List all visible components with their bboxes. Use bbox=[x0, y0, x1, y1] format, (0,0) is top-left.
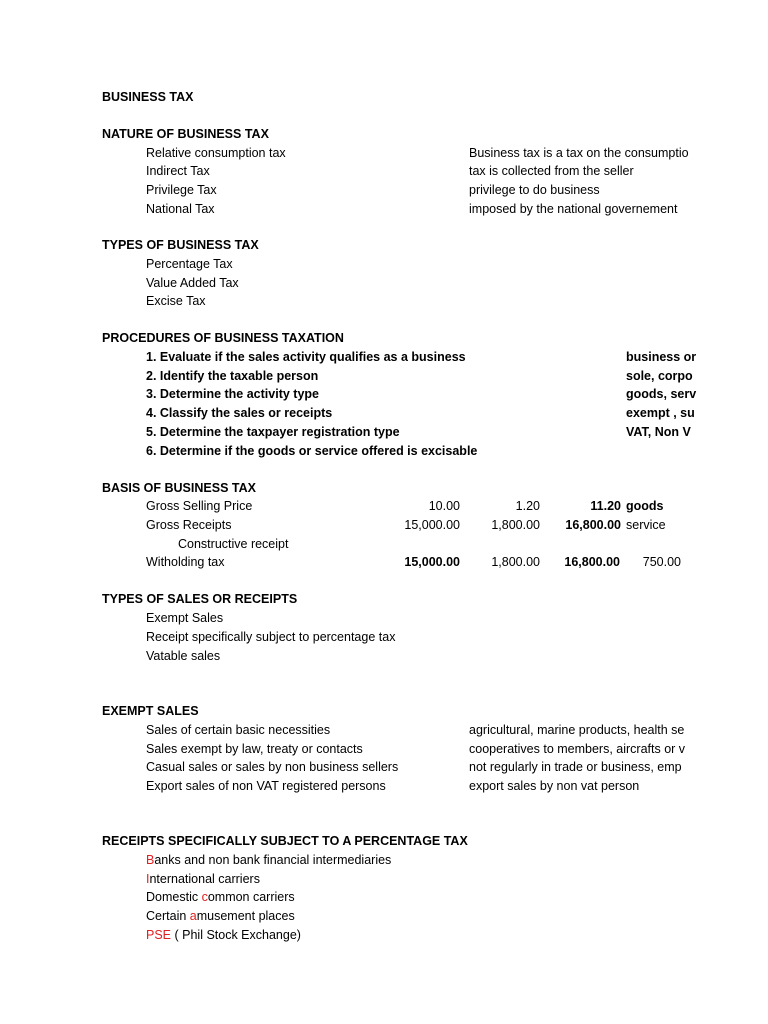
section-heading-exempt: EXEMPT SALES bbox=[102, 704, 199, 718]
procedure-step: 5. Determine the taxpayer registration type bbox=[146, 425, 400, 439]
receipt-item bbox=[146, 928, 301, 943]
section-heading-nature: NATURE OF BUSINESS TAX bbox=[102, 127, 269, 141]
procedure-note: business or bbox=[626, 350, 697, 364]
basis-amount: 15,000.00 bbox=[404, 518, 460, 532]
exempt-term: Sales of certain basic necessities bbox=[146, 723, 331, 737]
exempt-desc: agricultural, marine products, health se bbox=[469, 723, 685, 737]
basis-label: Constructive receipt bbox=[178, 537, 289, 551]
basis-total: 16,800.00 bbox=[565, 518, 621, 532]
nature-desc: privilege to do business bbox=[469, 183, 600, 197]
basis-tax: 1,800.00 bbox=[491, 555, 540, 569]
receipt-text: ommon carriers bbox=[207, 890, 295, 904]
basis-note: service bbox=[626, 518, 666, 532]
sales-type-item: Exempt Sales bbox=[146, 611, 224, 625]
nature-term: Relative consumption tax bbox=[146, 146, 286, 160]
procedure-note: exempt , su bbox=[626, 406, 695, 420]
procedure-note: sole, corpo bbox=[626, 369, 693, 383]
receipt-item bbox=[146, 890, 295, 905]
basis-tax: 1.20 bbox=[515, 499, 540, 513]
receipt-highlight: I bbox=[146, 872, 150, 886]
basis-note: 750.00 bbox=[642, 555, 681, 569]
type-item: Value Added Tax bbox=[146, 276, 239, 290]
section-heading-basis: BASIS OF BUSINESS TAX bbox=[102, 481, 256, 495]
nature-desc: tax is collected from the seller bbox=[469, 164, 634, 178]
section-heading-procedures: PROCEDURES OF BUSINESS TAXATION bbox=[102, 331, 344, 345]
procedure-step: 1. Evaluate if the sales activity qualifies as a business bbox=[146, 350, 466, 364]
basis-total: 16,800.00 bbox=[564, 555, 620, 569]
nature-term: Privilege Tax bbox=[146, 183, 217, 197]
receipt-text: Certain bbox=[146, 909, 190, 923]
receipt-text: nternational carriers bbox=[149, 872, 260, 886]
basis-total: 11.20 bbox=[590, 499, 621, 513]
basis-label: Witholding tax bbox=[146, 555, 225, 569]
procedure-note: VAT, Non V bbox=[626, 425, 691, 439]
receipt-text: ( Phil Stock Exchange) bbox=[171, 928, 301, 942]
receipt-highlight: c bbox=[201, 890, 208, 904]
section-heading-receipts: RECEIPTS SPECIFICALLY SUBJECT TO A PERCENTAGE TAX bbox=[102, 834, 468, 848]
receipt-highlight: PSE bbox=[146, 928, 172, 942]
receipt-text: musement places bbox=[196, 909, 295, 923]
section-heading-types: TYPES OF BUSINESS TAX bbox=[102, 238, 259, 252]
procedure-step: 2. Identify the taxable person bbox=[146, 369, 319, 383]
basis-note: goods bbox=[626, 499, 664, 513]
basis-amount: 10.00 bbox=[428, 499, 460, 513]
procedure-note: goods, serv bbox=[626, 387, 697, 401]
exempt-term: Sales exempt by law, treaty or contacts bbox=[146, 742, 363, 756]
exempt-term: Export sales of non VAT registered persons bbox=[146, 779, 386, 793]
page-title: BUSINESS TAX bbox=[102, 90, 194, 104]
sales-type-item: Vatable sales bbox=[146, 649, 221, 663]
procedure-step: 6. Determine if the goods or service offered is excisable bbox=[146, 444, 478, 458]
basis-label: Gross Selling Price bbox=[146, 499, 253, 513]
exempt-desc: export sales by non vat person bbox=[469, 779, 640, 793]
procedure-step: 4. Classify the sales or receipts bbox=[146, 406, 333, 420]
receipt-text: anks and non bank financial intermediaries bbox=[154, 853, 392, 867]
nature-desc: imposed by the national governement bbox=[469, 202, 678, 216]
basis-amount: 15,000.00 bbox=[404, 555, 460, 569]
nature-term: National Tax bbox=[146, 202, 215, 216]
type-item: Excise Tax bbox=[146, 294, 206, 308]
section-heading-sales-types: TYPES OF SALES OR RECEIPTS bbox=[102, 592, 298, 606]
sales-type-item: Receipt specifically subject to percentage tax bbox=[146, 630, 396, 644]
nature-desc: Business tax is a tax on the consumptio bbox=[469, 146, 689, 160]
receipt-item bbox=[146, 872, 260, 887]
exempt-term: Casual sales or sales by non business sellers bbox=[146, 760, 399, 774]
receipt-item bbox=[146, 853, 391, 868]
receipt-highlight: a bbox=[189, 909, 197, 923]
type-item: Percentage Tax bbox=[146, 257, 233, 271]
nature-term: Indirect Tax bbox=[146, 164, 210, 178]
exempt-desc: not regularly in trade or business, emp bbox=[469, 760, 682, 774]
receipt-item bbox=[146, 909, 295, 924]
basis-label: Gross Receipts bbox=[146, 518, 232, 532]
basis-tax: 1,800.00 bbox=[491, 518, 540, 532]
procedure-step: 3. Determine the activity type bbox=[146, 387, 319, 401]
receipt-highlight: B bbox=[146, 853, 155, 867]
receipt-text: Domestic bbox=[146, 890, 202, 904]
exempt-desc: cooperatives to members, aircrafts or v bbox=[469, 742, 686, 756]
